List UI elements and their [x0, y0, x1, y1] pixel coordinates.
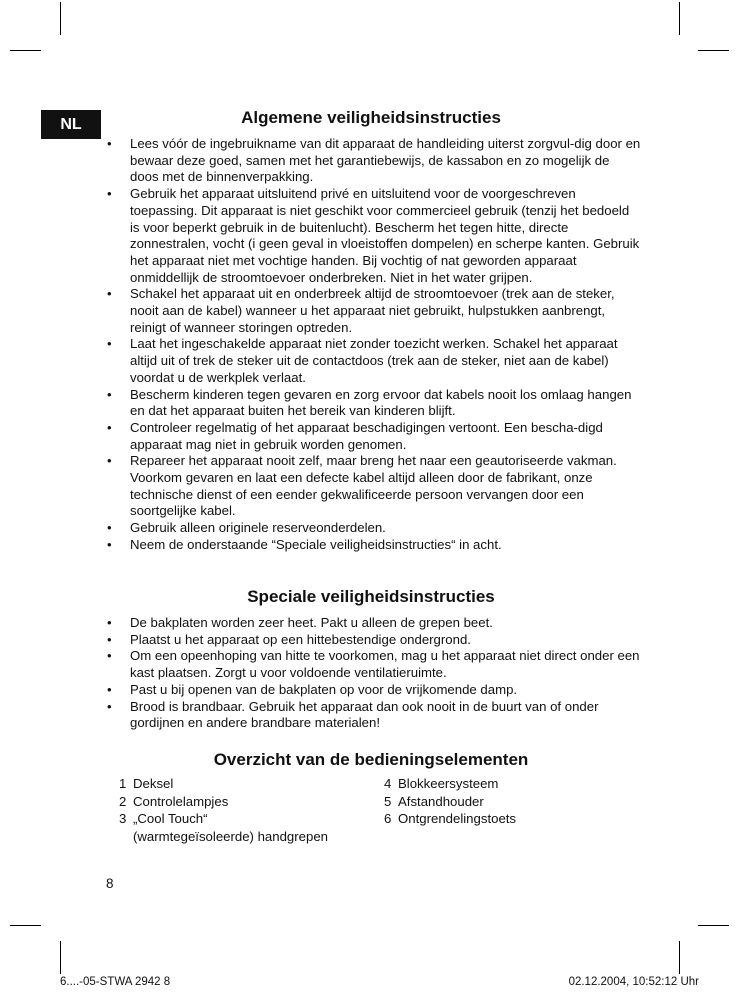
- list-item: • Lees vóór de ingebruikname van dit apparaat de handleiding uiterst zorgvul-dig door en bewaar deze goed, samen met het garantiebewijs, de kassabon en zo mogelijk de doos met de binnenverpakking.: [106, 136, 641, 186]
- page-number: 8: [106, 876, 114, 891]
- footer-timestamp: 02.12.2004, 10:52:12 Uhr: [568, 976, 699, 988]
- control-item: 4 Blokkeersysteem: [384, 776, 499, 791]
- special-safety-heading: Speciale veiligheidsinstructies: [247, 587, 495, 606]
- controls-list-left: [119, 775, 328, 845]
- crop-mark: [10, 50, 41, 51]
- list-item: • Plaatst u het apparaat op een hittebestendige ondergrond.: [106, 632, 641, 649]
- crop-mark: [679, 2, 680, 35]
- list-item: • Gebruik het apparaat uitsluitend privé en uitsluitend voor de voorgeschreven toepassing. Dit apparaat is niet geschikt voor commercieel gebruik (tenzij het bedoeld is voor beperkt gebruik in de buitenlucht). Bescherm het tegen hitte, directe zonnestralen, vocht (i geen geval in vloeistoffen dompelen) en scherpe kanten. Gebruik het apparaat niet met vochtige handen. Bij vochtig of nat geworden apparaat onmiddellijk de stroomtoevoer onderbreken. Niet in het water grijpen.: [106, 186, 641, 286]
- crop-mark: [679, 941, 680, 974]
- general-safety-list: [106, 136, 641, 554]
- control-item: 5 Afstandhouder: [384, 793, 484, 809]
- list-item: • Repareer het apparaat nooit zelf, maar breng het naar een geautoriseerde vakman. Voorkom gevaren en laat een defecte kabel altijd alleen door de fabrikant, onze technische dienst of een eender gekwalificeerde persoon vervangen door een soortgelijke kabel.: [106, 453, 641, 520]
- control-item: 1 Deksel: [119, 776, 174, 791]
- controls-heading: Overzicht van de bedieningselementen: [213, 750, 529, 769]
- language-tab: NL: [41, 110, 101, 139]
- crop-mark: [60, 2, 61, 35]
- list-item: • Brood is brandbaar. Gebruik het apparaat dan ook nooit in de buurt van of onder gordijnen en andere brandbare materialen!: [106, 699, 641, 732]
- list-item: • Past u bij openen van de bakplaten op voor de vrijkomende damp.: [106, 682, 641, 699]
- control-item: 6 Ontgrendelingstoets: [384, 811, 517, 826]
- list-item: • Controleer regelmatig of het apparaat beschadigingen vertoont. Een bescha-digd apparaat mag niet in gebruik worden genomen.: [106, 420, 641, 453]
- list-item: • Bescherm kinderen tegen gevaren en zorg ervoor dat kabels nooit los omlaag hangen en dat het apparaat buiten het bereik van kinderen blijft.: [106, 387, 641, 420]
- list-item: • Neem de onderstaande “Speciale veiligheidsinstructies“ in acht.: [106, 537, 641, 554]
- controls-list-right: [384, 775, 516, 828]
- list-item: • Schakel het apparaat uit en onderbreek altijd de stroomtoevoer (trek aan de steker, nooit aan de kabel) wanneer u het apparaat niet gebruikt, hulpstukken aanbrengt, reinigt of wanneer storingen optreden.: [106, 286, 641, 336]
- list-item: • Gebruik alleen originele reserveonderdelen.: [106, 520, 641, 537]
- control-item: 2 Controlelampjes: [119, 793, 229, 809]
- list-item: • Laat het ingeschakelde apparaat niet zonder toezicht werken. Schakel het apparaat altijd uit of trek de steker uit de contactdoos (trek aan de steker, niet aan de kabel) voordat u de werkplek verlaat.: [106, 336, 641, 386]
- list-item: • De bakplaten worden zeer heet. Pakt u alleen de grepen beet.: [106, 615, 641, 632]
- general-safety-heading: Algemene veiligheidsinstructies: [241, 108, 501, 127]
- special-safety-list: [106, 615, 641, 732]
- crop-mark: [60, 941, 61, 974]
- list-item: • Om een opeenhoping van hitte te voorkomen, mag u het apparaat niet direct onder een kast plaatsen. Zorgt u voor voldoende ventilatieruimte.: [106, 648, 641, 681]
- crop-mark: [698, 925, 729, 926]
- footer-file-info: 6....-05-STWA 2942 8: [60, 976, 171, 988]
- crop-mark: [698, 50, 729, 51]
- control-item-continuation: (warmtegeïsoleerde) handgrepen: [133, 828, 328, 844]
- crop-mark: [10, 925, 41, 926]
- control-item: 3 „Cool Touch“: [119, 811, 208, 826]
